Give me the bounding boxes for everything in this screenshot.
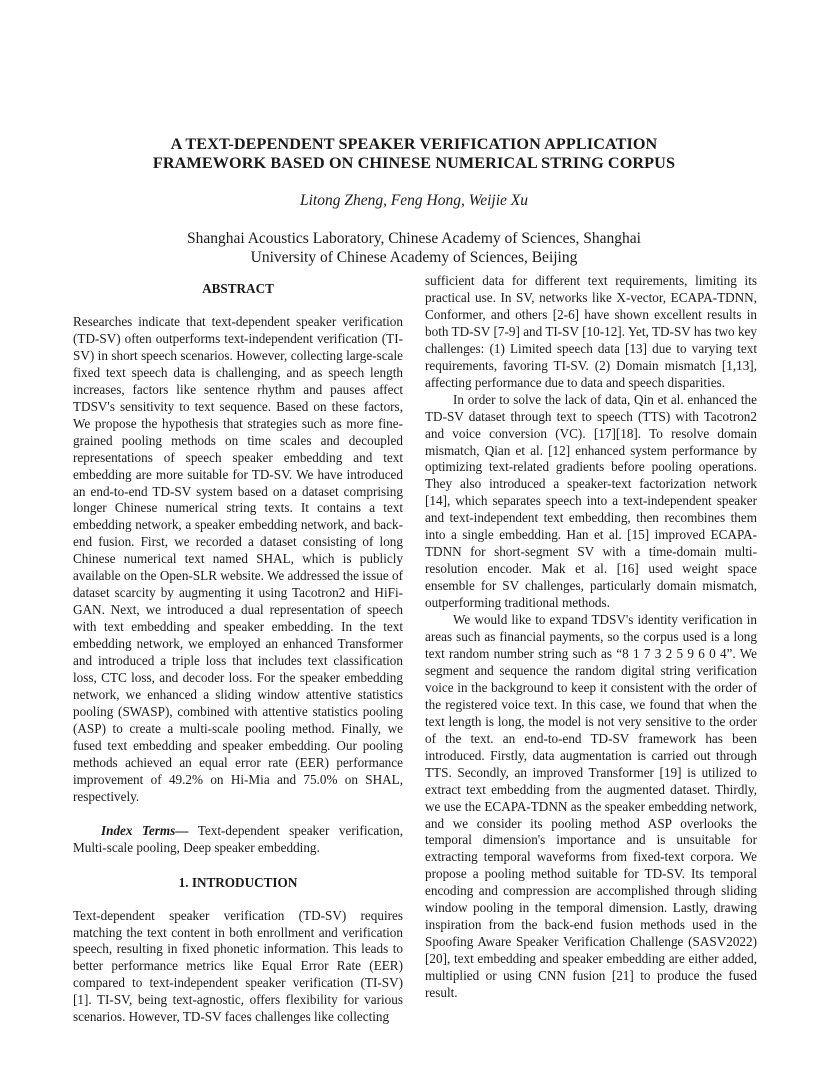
index-terms — [73, 823, 403, 857]
abstract-text: Researches indicate that text-dependent speaker verification (TD-SV) often outperforms text-independent verification (TI-SV) in short speech scenarios. However, collecting large-scale fixed text speech data is challenging, and as speech length increases, factors like sentence rhythm and pauses affect TDSV's sensitivity to text sequence. Based on these factors, We propose the hypothesis that strategies such as more fine-grained pooling methods on time scales and decoupled representations of speech speaker embedding and text embedding are more suitable for TD-SV. We have introduced an end-to-end TD-SV system based on a dataset comprising longer Chinese numerical string texts. It contains a text embedding network, a speaker embedding network, and back-end fusion. First, we recorded a dataset consisting of long Chinese numerical text named SHAL, which is publicly available on the Open-SLR website. We addressed the issue of dataset scarcity by augmenting it using Tacotron2 and HiFi-GAN. Next, we introduced a dual representation of speech with text embedding and speaker embedding. In the text embedding network, we employed an enhanced Transformer and introduced a triple loss that includes text classification loss, CTC loss, and decoder loss. For the speaker embedding network, we enhanced a sliding window attentive statistics pooling (SWASP), combined with attentive statistics pooling (ASP) to create a multi-scale pooling method. Finally, we fused text embedding and speaker embedding. Our pooling methods achieved an equal error rate (EER) performance improvement of 49.2% on Hi-Mia and 75.0% on SHAL, respectively. — [73, 314, 403, 804]
left-column — [73, 280, 403, 1026]
title-line-2: FRAMEWORK BASED ON CHINESE NUMERICAL STRING CORPUS — [152, 154, 676, 172]
introduction-heading: 1. INTRODUCTION — [178, 874, 298, 890]
abstract-heading: ABSTRACT — [202, 281, 274, 296]
paper-title — [60, 135, 768, 173]
affiliation-line-1: Shanghai Acoustics Laboratory, Chinese Academy of Sciences, Shanghai — [187, 230, 641, 247]
index-terms-label: Index Terms— — [101, 822, 189, 838]
intro-paragraph-2: In order to solve the lack of data, Qin et al. enhanced the TD-SV dataset through text to speech (TTS) with Tacotron2 and voice conversion (VC). [17][18]. To resolve domain mismatch, Qian et al. [12] enhanced system performance by optimizing text-related gradients before pooling operations. They also introduced a speaker-text factorization network [14], which separates speech into a text-independent speaker and text-independent text embedding, then recombines them into a single embedding. Han et al. [15] improved ECAPA-TDNN for short-segment SV with a time-domain multi-resolution encoder. Mak et al. [16] used weight space ensemble for SV challenges, particularly domain mismatch, outperforming traditional methods. — [425, 391, 757, 611]
right-column — [425, 273, 757, 1002]
index-terms-text: Text-dependent speaker verification, Multi-scale pooling, Deep speaker embedding. — [73, 822, 403, 855]
title-line-1: A TEXT-DEPENDENT SPEAKER VERIFICATION APPLICATION — [170, 135, 658, 153]
spacer — [73, 857, 403, 874]
spacer — [73, 806, 403, 823]
intro-paragraph-3: We would like to expand TDSV's identity verification in areas such as financial payments, so the corpus used is a long text random number string such as “8 1 7 3 2 5 9 6 0 4”. We segment and sequence the random digital string verification voice in the background to keep it consistent with the order of the registered voice text. In this case, we found that when the text length is long, the model is not very sensitive to the order of the text. an end-to-end TD-SV framework has been introduced. Firstly, data augmentation is carried out through TTS. Secondly, an improved Transformer [19] is utilized to extract text embedding from the augmented dataset. Thirdly, we use the ECAPA-TDNN as the speaker embedding network, and we consider its pooling method ASP overlooks the temporal dimension's importance and is unsuitable for extracting temporal waveforms from fixed-text corpora. We propose a pooling method suitable for TD-SV. Its temporal encoding and compression are accomplished through sliding window pooling in the temporal dimension. Lastly, drawing inspiration from the back-end fusion methods used in the Spoofing Aware Speaker Verification Challenge (SASV2022) [20], text embedding and speaker embedding are either added, multiplied or using CNN fusion [21] to produce the fused result. — [425, 612, 757, 1001]
affiliation-line-2: University of Chinese Academy of Sciences, Beijing — [250, 249, 578, 266]
intro-paragraph-1-start: Text-dependent speaker verification (TD-SV) requires matching the text content in both enrollment and verification speech, resulting in fixed phonetic information. This leads to better performance metrics like Equal Error Rate (EER) compared to text-independent speaker verification (TI-SV) [1]. TI-SV, being text-agnostic, offers flexibility for various scenarios. However, TD-SV faces challenges like collecting — [73, 907, 403, 1025]
affiliations — [60, 229, 768, 267]
intro-paragraph-1-end: sufficient data for different text requirements, limiting its practical use. In SV, networks like X-vector, ECAPA-TDNN, Conformer, and others [2-6] have shown excellent results in both TD-SV [7-9] and TI-SV [10-12]. Yet, TD-SV has two key challenges: (1) Limited speech data [13] due to varying text requirements, favoring TI-SV. (2) Domain mismatch [1,13], affecting performance due to data and speech disparities. — [425, 273, 757, 390]
authors: Litong Zheng, Feng Hong, Weijie Xu — [299, 192, 529, 209]
